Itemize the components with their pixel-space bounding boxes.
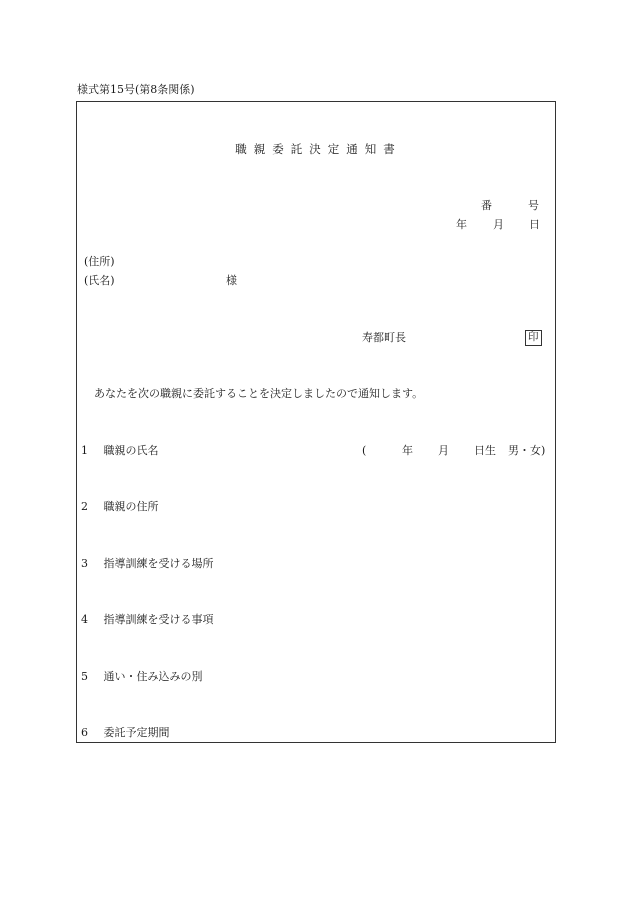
document-number-label: 番: [481, 199, 492, 212]
item-4: [81, 614, 214, 625]
notification-body-text: あなたを次の職親に委託することを決定しましたので通知します。: [94, 387, 424, 400]
item-number: 2: [81, 500, 88, 513]
item-label: 職親の氏名: [103, 444, 159, 457]
issuer-title: 寿都町長: [362, 331, 406, 344]
birth-month-label: 月: [438, 444, 449, 457]
item-label: 職親の住所: [103, 500, 159, 513]
item-number: 1: [81, 444, 88, 457]
item-label: 指導訓練を受ける場所: [103, 557, 214, 570]
document-number-suffix: 号: [528, 199, 539, 212]
date-day-label: 日: [529, 218, 540, 231]
document-title: 職親委託決定通知書: [235, 142, 402, 156]
recipient-name-label: (氏名): [84, 274, 115, 287]
date-month-label: 月: [493, 218, 504, 231]
item-label: 委託予定期間: [103, 726, 170, 739]
item-1: [81, 445, 159, 456]
item-label: 通い・住み込みの別: [103, 670, 203, 683]
item-number: 6: [81, 726, 88, 739]
item-6: [81, 727, 170, 738]
seal-stamp-mark: [525, 330, 542, 346]
seal-stamp-label: 印: [525, 330, 542, 346]
date-year-label: 年: [456, 218, 467, 231]
birth-year-label: 年: [402, 444, 413, 457]
birth-open-paren: (: [362, 444, 367, 457]
item-2: [81, 501, 159, 512]
recipient-honorific: 様: [226, 274, 237, 287]
gender-options: 男・女): [508, 444, 546, 457]
item-number: 3: [81, 557, 88, 570]
item-5: [81, 671, 203, 682]
item-number: 4: [81, 613, 88, 626]
form-frame: [76, 101, 556, 743]
item-3: [81, 558, 214, 569]
item-label: 指導訓練を受ける事項: [103, 613, 214, 626]
form-number-label: 様式第15号(第8条関係): [77, 83, 195, 96]
birth-day-label: 日生: [474, 444, 496, 457]
item-number: 5: [81, 670, 88, 683]
recipient-address-label: (住所): [84, 255, 115, 268]
